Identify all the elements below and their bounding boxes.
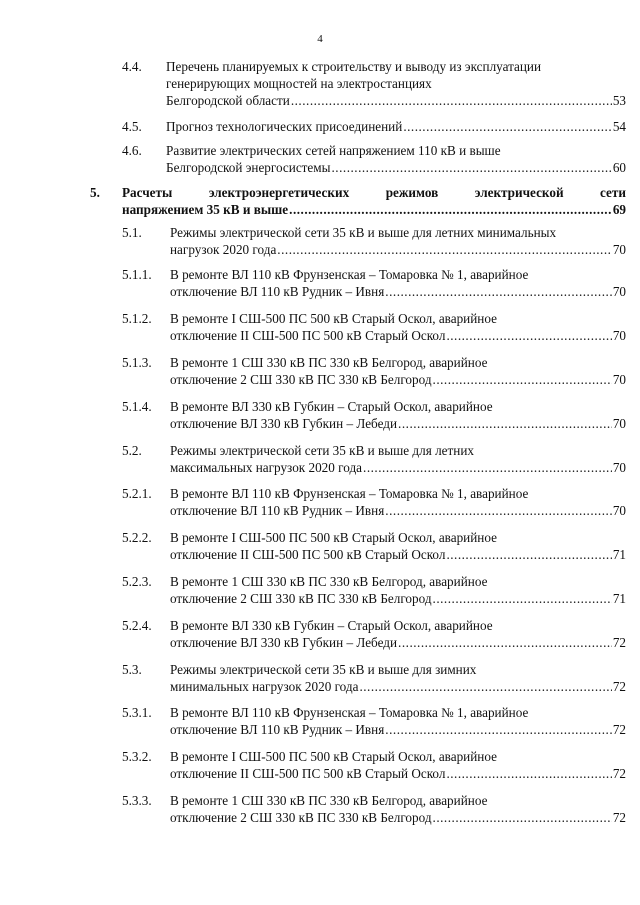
- toc-entry-page: 71: [612, 591, 626, 606]
- toc-entry-title-last-line: максимальных нагрузок 2020 года: [170, 460, 363, 475]
- toc-entry-page: 70: [612, 460, 626, 475]
- toc-entry-title-last-line: Белгородской энергосистемы: [166, 160, 331, 175]
- toc-entry-title-line: В ремонте 1 СШ 330 кВ ПС 330 кВ Белгород, аварийное: [170, 793, 488, 808]
- dot-leader: [289, 201, 612, 218]
- dot-leader: [403, 118, 612, 135]
- toc-entry-title-line: Режимы электрической сети 35 кВ и выше для летних минимальных: [170, 225, 557, 240]
- toc-entry-title-last-line: отключение 2 СШ 330 кВ ПС 330 кВ Белгород: [170, 591, 432, 606]
- toc-entry-body: [170, 792, 626, 826]
- toc-entry-number: 4.4.: [122, 59, 142, 74]
- toc-entry-title-last-line: отключение II СШ-500 ПС 500 кВ Старый Оскол: [170, 328, 446, 343]
- toc-entry-title-line: Расчеты электроэнергетических режимов электрической сети: [122, 185, 626, 200]
- toc-entry-title-last-line: нагрузок 2020 года: [170, 242, 277, 257]
- dot-leader: [363, 459, 612, 476]
- toc-entry-body: [170, 529, 626, 563]
- toc-entry-page: 72: [612, 722, 626, 737]
- dot-leader: [291, 92, 612, 109]
- toc-entry-title-line: генерирующих мощностей на электростанциях: [166, 76, 432, 91]
- toc-entry-page: 60: [612, 160, 626, 175]
- toc-entry-number: 5.3.1.: [122, 705, 152, 720]
- toc-entry-body: [170, 310, 626, 344]
- toc-entry-title-line: Режимы электрической сети 35 кВ и выше для зимних: [170, 662, 477, 677]
- dot-leader: [385, 502, 612, 519]
- toc-entry-number: 5.1.3.: [122, 355, 152, 370]
- dot-leader: [446, 765, 611, 782]
- toc-entry-number: 4.5.: [122, 119, 142, 134]
- toc-entry-title-last-line: напряжением 35 кВ и выше: [122, 202, 289, 217]
- toc-entry-title-line: В ремонте I СШ-500 ПС 500 кВ Старый Оскол, аварийное: [170, 530, 497, 545]
- toc-entry-page: 70: [612, 503, 626, 518]
- toc-entry-page: 72: [612, 679, 626, 694]
- toc-entry-title-line: Режимы электрической сети 35 кВ и выше для летних: [170, 443, 474, 458]
- toc-entry-number: 5.2.1.: [122, 486, 152, 501]
- toc-entry-title-line: В ремонте 1 СШ 330 кВ ПС 330 кВ Белгород, аварийное: [170, 574, 488, 589]
- toc-entry-title-line: Развитие электрических сетей напряжением 110 кВ и выше: [166, 143, 501, 158]
- toc-entry-page: 70: [612, 284, 626, 299]
- toc-entry-title-line: В ремонте I СШ-500 ПС 500 кВ Старый Оскол, аварийное: [170, 749, 497, 764]
- toc-entry-body: [170, 354, 626, 388]
- toc-entry-title-line: В ремонте I СШ-500 ПС 500 кВ Старый Оскол, аварийное: [170, 311, 497, 326]
- toc-entry-title-last-line: Белгородской области: [166, 93, 290, 108]
- toc-entry-body: [170, 266, 626, 300]
- toc-entry-title-line: В ремонте ВЛ 110 кВ Фрунзенская – Томаровка № 1, аварийное: [170, 486, 529, 501]
- toc-entry-page: 69: [612, 202, 626, 217]
- dot-leader: [385, 283, 612, 300]
- toc-entry-body: [170, 661, 626, 695]
- toc-entry-title-line: Перечень планируемых к строительству и выводу из эксплуатации: [166, 59, 542, 74]
- toc-entry-number: 5.2.3.: [122, 574, 152, 589]
- toc-entry-title-last-line: отключение ВЛ 110 кВ Рудник – Ивня: [170, 503, 385, 518]
- dot-leader: [359, 678, 611, 695]
- toc-entry-page: 53: [612, 93, 626, 108]
- toc-entry-title-line: В ремонте 1 СШ 330 кВ ПС 330 кВ Белгород, аварийное: [170, 355, 488, 370]
- toc-entry-body: [170, 485, 626, 519]
- toc-entry-page: 71: [612, 547, 626, 562]
- dot-leader: [277, 241, 612, 258]
- toc-entry-body: [170, 573, 626, 607]
- toc-entry-page: 72: [612, 635, 626, 650]
- toc-entry-title-last-line: отключение 2 СШ 330 кВ ПС 330 кВ Белгород: [170, 372, 432, 387]
- toc-entry-page: 72: [612, 810, 626, 825]
- dot-leader: [433, 371, 612, 388]
- dot-leader: [398, 634, 612, 651]
- toc-entry-page: 70: [612, 328, 626, 343]
- toc-entry-number: 5.2.2.: [122, 530, 152, 545]
- toc-entry-body: [170, 442, 626, 476]
- dot-leader: [446, 327, 611, 344]
- toc-entry-title-line: В ремонте ВЛ 330 кВ Губкин – Старый Оскол, аварийное: [170, 399, 493, 414]
- toc-entry-number: 5.3.3.: [122, 793, 152, 808]
- dot-leader: [433, 809, 612, 826]
- dot-leader: [398, 415, 612, 432]
- toc-entry-page: 70: [612, 372, 626, 387]
- toc-entry-page: 54: [612, 119, 626, 134]
- toc-entry-body: [170, 617, 626, 651]
- toc-entry-body: [166, 142, 626, 176]
- toc-entry-title-last-line: отключение II СШ-500 ПС 500 кВ Старый Оскол: [170, 547, 446, 562]
- toc-entry-number: 5.3.: [122, 662, 142, 677]
- toc-entry-number: 5.1.2.: [122, 311, 152, 326]
- toc-entry-title-last-line: отключение II СШ-500 ПС 500 кВ Старый Оскол: [170, 766, 446, 781]
- toc-entry-page: 72: [612, 766, 626, 781]
- toc-entry-number: 5.: [90, 185, 100, 200]
- toc-entry-title-line: В ремонте ВЛ 330 кВ Губкин – Старый Оскол, аварийное: [170, 618, 493, 633]
- dot-leader: [332, 159, 612, 176]
- toc-entry-page: 70: [612, 242, 626, 257]
- toc-entry-body: [166, 118, 626, 135]
- toc-entry-title-last-line: отключение ВЛ 330 кВ Губкин – Лебеди: [170, 416, 398, 431]
- toc-entry-title-last-line: минимальных нагрузок 2020 года: [170, 679, 359, 694]
- toc-entry-body: [170, 748, 626, 782]
- dot-leader: [385, 721, 612, 738]
- page-number: 4: [317, 33, 323, 45]
- toc-entry-body: [170, 704, 626, 738]
- toc-entry-number: 5.1.: [122, 225, 142, 240]
- toc-entry-title-last-line: Прогноз технологических присоединений: [166, 119, 403, 134]
- dot-leader: [433, 590, 612, 607]
- toc-entry-title-last-line: отключение 2 СШ 330 кВ ПС 330 кВ Белгород: [170, 810, 432, 825]
- toc-entry-title-last-line: отключение ВЛ 110 кВ Рудник – Ивня: [170, 722, 385, 737]
- toc-entry-number: 5.2.: [122, 443, 142, 458]
- toc-entry-body: [170, 224, 626, 258]
- toc-entry-body: [122, 184, 626, 218]
- toc-entry-number: 4.6.: [122, 143, 142, 158]
- toc-entry-title-last-line: отключение ВЛ 330 кВ Губкин – Лебеди: [170, 635, 398, 650]
- toc-entry-page: 70: [612, 416, 626, 431]
- toc-entry-body: [170, 398, 626, 432]
- toc-entry-number: 5.3.2.: [122, 749, 152, 764]
- dot-leader: [446, 546, 611, 563]
- toc-entry-number: 5.1.1.: [122, 267, 152, 282]
- toc-entry-body: [166, 58, 626, 109]
- toc-entry-title-last-line: отключение ВЛ 110 кВ Рудник – Ивня: [170, 284, 385, 299]
- toc-entry-number: 5.2.4.: [122, 618, 152, 633]
- toc-entry-title-line: В ремонте ВЛ 110 кВ Фрунзенская – Томаровка № 1, аварийное: [170, 705, 529, 720]
- toc-entry-title-line: В ремонте ВЛ 110 кВ Фрунзенская – Томаровка № 1, аварийное: [170, 267, 529, 282]
- toc-entry-number: 5.1.4.: [122, 399, 152, 414]
